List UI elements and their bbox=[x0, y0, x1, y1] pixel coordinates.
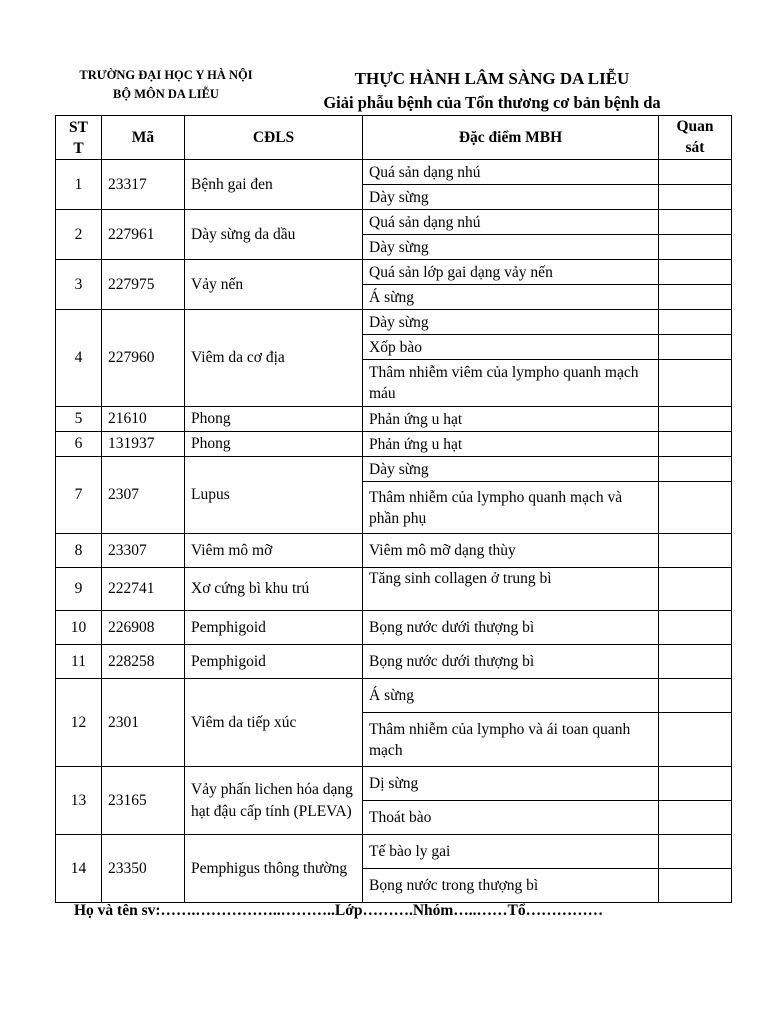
cell-stt: 10 bbox=[56, 611, 102, 645]
cell-mbh-feature: Thâm nhiễm viêm của lympho quanh mạch máu bbox=[363, 360, 659, 407]
cell-mbh-feature: Á sừng bbox=[363, 285, 659, 310]
table-row bbox=[56, 568, 732, 611]
header-title-block bbox=[300, 67, 684, 115]
cell-quan-sat[interactable] bbox=[659, 568, 732, 611]
cell-stt: 9 bbox=[56, 568, 102, 611]
cell-cdls: Viêm mô mỡ bbox=[185, 534, 363, 568]
cell-stt: 2 bbox=[56, 210, 102, 260]
cell-mbh-feature: Thoát bào bbox=[363, 801, 659, 835]
cell-ma: 228258 bbox=[102, 645, 185, 679]
cell-mbh-feature: Phản ứng u hạt bbox=[363, 432, 659, 457]
cell-mbh-feature: Bọng nước dưới thượng bì bbox=[363, 645, 659, 679]
page-title: THỰC HÀNH LÂM SÀNG DA LIỄU bbox=[354, 69, 630, 88]
cell-quan-sat[interactable] bbox=[659, 310, 732, 335]
pathology-table bbox=[55, 115, 732, 903]
cell-mbh-feature: Bọng nước dưới thượng bì bbox=[363, 611, 659, 645]
cell-ma: 131937 bbox=[102, 432, 185, 457]
table-row bbox=[56, 611, 732, 645]
cell-cdls: Vảy nến bbox=[185, 260, 363, 310]
student-info-line: Họ và tên sv:…….……………..………..Lớp……….Nhóm…..……Tổ…………… bbox=[74, 902, 604, 919]
table-row bbox=[56, 260, 732, 285]
cell-mbh-feature: Tế bào ly gai bbox=[363, 835, 659, 869]
cell-mbh-feature: Xốp bào bbox=[363, 335, 659, 360]
cell-quan-sat[interactable] bbox=[659, 679, 732, 713]
cell-quan-sat[interactable] bbox=[659, 457, 732, 482]
table-row bbox=[56, 534, 732, 568]
table-row bbox=[56, 310, 732, 335]
cell-quan-sat[interactable] bbox=[659, 360, 732, 407]
cell-stt: 8 bbox=[56, 534, 102, 568]
cell-stt: 13 bbox=[56, 767, 102, 835]
table-row bbox=[56, 679, 732, 713]
header-institution bbox=[66, 66, 266, 104]
cell-mbh-feature: Tăng sinh collagen ở trung bì bbox=[363, 568, 659, 611]
department-name: BỘ MÔN DA LIỄU bbox=[113, 87, 219, 101]
cell-mbh-feature: Thâm nhiễm của lympho quanh mạch và phần phụ bbox=[363, 482, 659, 534]
table-row bbox=[56, 160, 732, 185]
cell-stt: 1 bbox=[56, 160, 102, 210]
page-subtitle: Giải phẫu bệnh của Tổn thương cơ bản bệnh da bbox=[323, 93, 661, 112]
table-row bbox=[56, 457, 732, 482]
cell-quan-sat[interactable] bbox=[659, 767, 732, 801]
cell-quan-sat[interactable] bbox=[659, 534, 732, 568]
cell-stt: 7 bbox=[56, 457, 102, 534]
table-body bbox=[56, 160, 732, 903]
cell-quan-sat[interactable] bbox=[659, 185, 732, 210]
cell-ma: 227961 bbox=[102, 210, 185, 260]
cell-cdls: Viêm da cơ địa bbox=[185, 310, 363, 407]
cell-cdls: Vảy phấn lichen hóa dạng hạt đậu cấp tính (PLEVA) bbox=[185, 767, 363, 835]
cell-ma: 227960 bbox=[102, 310, 185, 407]
cell-quan-sat[interactable] bbox=[659, 713, 732, 767]
cell-mbh-feature: Dày sừng bbox=[363, 310, 659, 335]
cell-mbh-feature: Quá sản lớp gai dạng vảy nến bbox=[363, 260, 659, 285]
table-row bbox=[56, 407, 732, 432]
cell-quan-sat[interactable] bbox=[659, 645, 732, 679]
cell-cdls: Pemphigoid bbox=[185, 611, 363, 645]
cell-ma: 2301 bbox=[102, 679, 185, 767]
cell-stt: 5 bbox=[56, 407, 102, 432]
cell-quan-sat[interactable] bbox=[659, 869, 732, 903]
table-row bbox=[56, 210, 732, 235]
cell-mbh-feature: Dày sừng bbox=[363, 457, 659, 482]
cell-quan-sat[interactable] bbox=[659, 432, 732, 457]
cell-ma: 23317 bbox=[102, 160, 185, 210]
cell-quan-sat[interactable] bbox=[659, 801, 732, 835]
cell-quan-sat[interactable] bbox=[659, 611, 732, 645]
cell-ma: 21610 bbox=[102, 407, 185, 432]
cell-mbh-feature: Á sừng bbox=[363, 679, 659, 713]
cell-stt: 3 bbox=[56, 260, 102, 310]
cell-cdls: Dày sừng da dầu bbox=[185, 210, 363, 260]
cell-cdls: Phong bbox=[185, 432, 363, 457]
cell-stt: 14 bbox=[56, 835, 102, 903]
cell-stt: 6 bbox=[56, 432, 102, 457]
cell-ma: 23350 bbox=[102, 835, 185, 903]
header-mbh: Đặc điểm MBH bbox=[363, 116, 659, 160]
cell-quan-sat[interactable] bbox=[659, 285, 732, 310]
cell-mbh-feature: Phản ứng u hạt bbox=[363, 407, 659, 432]
cell-quan-sat[interactable] bbox=[659, 835, 732, 869]
cell-ma: 23307 bbox=[102, 534, 185, 568]
cell-ma: 222741 bbox=[102, 568, 185, 611]
cell-cdls: Xơ cứng bì khu trú bbox=[185, 568, 363, 611]
cell-mbh-feature: Quá sản dạng nhú bbox=[363, 160, 659, 185]
cell-mbh-feature: Thâm nhiễm của lympho và ái toan quanh mạch bbox=[363, 713, 659, 767]
cell-quan-sat[interactable] bbox=[659, 407, 732, 432]
cell-mbh-feature: Bọng nước trong thượng bì bbox=[363, 869, 659, 903]
cell-cdls: Lupus bbox=[185, 457, 363, 534]
table-row bbox=[56, 645, 732, 679]
table-row bbox=[56, 767, 732, 801]
cell-mbh-feature: Dị sừng bbox=[363, 767, 659, 801]
cell-ma: 226908 bbox=[102, 611, 185, 645]
cell-cdls: Phong bbox=[185, 407, 363, 432]
cell-mbh-feature: Viêm mô mỡ dạng thùy bbox=[363, 534, 659, 568]
cell-quan-sat[interactable] bbox=[659, 160, 732, 185]
cell-cdls: Viêm da tiếp xúc bbox=[185, 679, 363, 767]
cell-stt: 11 bbox=[56, 645, 102, 679]
table-row bbox=[56, 432, 732, 457]
school-name: TRƯỜNG ĐẠI HỌC Y HÀ NỘI bbox=[79, 68, 253, 82]
cell-quan-sat[interactable] bbox=[659, 235, 732, 260]
header-quan-sat: Quan sát bbox=[659, 116, 732, 160]
table-header-row bbox=[56, 116, 732, 160]
table-row bbox=[56, 835, 732, 869]
cell-mbh-feature: Quá sản dạng nhú bbox=[363, 210, 659, 235]
header-ma: Mã bbox=[102, 116, 185, 160]
cell-stt: 12 bbox=[56, 679, 102, 767]
header-cdls: CĐLS bbox=[185, 116, 363, 160]
cell-ma: 2307 bbox=[102, 457, 185, 534]
cell-mbh-feature: Dày sừng bbox=[363, 185, 659, 210]
cell-stt: 4 bbox=[56, 310, 102, 407]
cell-quan-sat[interactable] bbox=[659, 210, 732, 235]
cell-quan-sat[interactable] bbox=[659, 260, 732, 285]
cell-cdls: Pemphigoid bbox=[185, 645, 363, 679]
header-stt: ST T bbox=[56, 116, 102, 160]
cell-cdls: Bệnh gai đen bbox=[185, 160, 363, 210]
cell-cdls: Pemphigus thông thường bbox=[185, 835, 363, 903]
cell-ma: 227975 bbox=[102, 260, 185, 310]
cell-quan-sat[interactable] bbox=[659, 482, 732, 534]
cell-quan-sat[interactable] bbox=[659, 335, 732, 360]
cell-mbh-feature: Dày sừng bbox=[363, 235, 659, 260]
cell-ma: 23165 bbox=[102, 767, 185, 835]
